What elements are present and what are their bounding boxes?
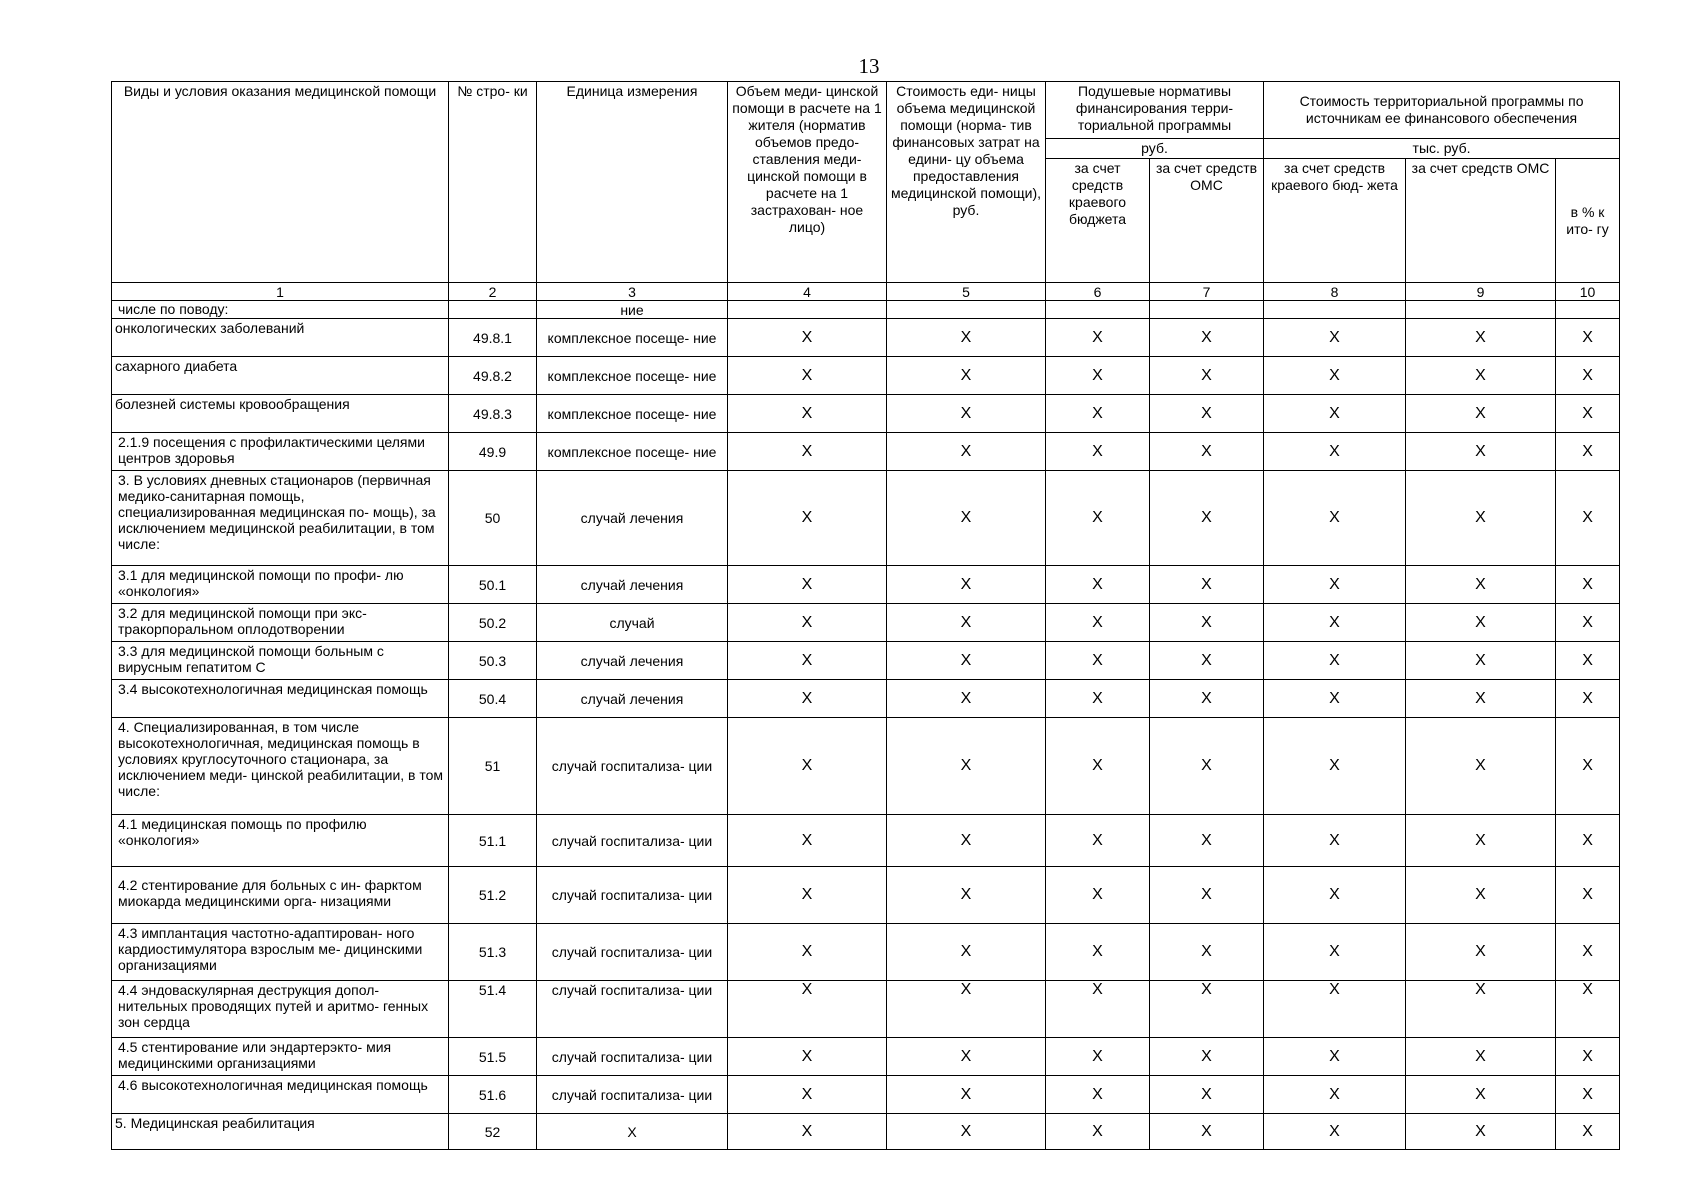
value-cell: Х [728,642,887,680]
value-cell: Х [1150,319,1264,357]
row-number: 51.6 [449,1076,537,1114]
header-oms-normative: за счет средств ОМС [1150,159,1264,283]
table-row [112,680,1620,718]
row-name: 2.1.9 посещения с профилактическими целями центров здоровья [112,433,449,471]
row-number: 51.4 [449,981,537,1038]
value-cell: Х [1264,433,1406,471]
value-cell: Х [1406,1038,1556,1076]
value-cell [1264,301,1406,319]
value-cell: Х [887,642,1046,680]
value-cell: Х [728,815,887,867]
value-cell: Х [728,395,887,433]
value-cell: Х [728,1114,887,1150]
value-cell: Х [728,924,887,981]
row-name: 3. В условиях дневных стационаров (первичная медико-санитарная помощь, специализированная медицинская по- мощь), за исключением медицинской реабилитации, в том числе: [112,471,449,566]
value-cell: Х [1556,433,1620,471]
table-row [112,301,1620,319]
value-cell: Х [1150,357,1264,395]
table-row [112,981,1620,1038]
header-regional-budget-cost: за счет средств краевого бюд- жета [1264,159,1406,283]
value-cell [887,301,1046,319]
value-cell: Х [1264,1038,1406,1076]
row-number: 50.2 [449,604,537,642]
row-unit: ние [537,301,728,319]
table-row [112,433,1620,471]
table-row [112,1076,1620,1114]
value-cell: Х [1406,1114,1556,1150]
value-cell: Х [1264,981,1406,1038]
row-number: 51 [449,718,537,815]
value-cell: Х [728,867,887,924]
row-unit: случай госпитализа- ции [537,718,728,815]
value-cell: Х [1406,604,1556,642]
value-cell: Х [1406,566,1556,604]
value-cell: Х [887,718,1046,815]
value-cell: Х [1046,1038,1150,1076]
value-cell: Х [1046,395,1150,433]
value-cell: Х [1406,395,1556,433]
value-cell: Х [1556,566,1620,604]
row-number: 50 [449,471,537,566]
value-cell: Х [1150,924,1264,981]
table-row [112,604,1620,642]
value-cell: Х [1264,718,1406,815]
row-unit: случай госпитализа- ции [537,981,728,1038]
value-cell: Х [887,680,1046,718]
value-cell: Х [728,981,887,1038]
value-cell: Х [1046,319,1150,357]
table-row [112,319,1620,357]
value-cell: Х [1406,319,1556,357]
value-cell: Х [1264,924,1406,981]
value-cell: Х [1150,1114,1264,1150]
value-cell: Х [1150,604,1264,642]
value-cell: Х [728,604,887,642]
row-unit: комплексное посеще- ние [537,433,728,471]
value-cell: Х [1556,718,1620,815]
value-cell: Х [1556,471,1620,566]
value-cell: Х [1046,471,1150,566]
value-cell: Х [887,566,1046,604]
table-row [112,357,1620,395]
row-unit: случай [537,604,728,642]
row-unit: комплексное посеще- ние [537,357,728,395]
row-unit: случай лечения [537,680,728,718]
value-cell: Х [1556,1076,1620,1114]
value-cell: Х [887,867,1046,924]
value-cell: Х [1406,642,1556,680]
value-cell [1406,301,1556,319]
header-oms-cost: за счет средств ОМС [1406,159,1556,283]
row-number: 49.8.2 [449,357,537,395]
column-number: 3 [537,283,728,301]
value-cell: Х [887,815,1046,867]
value-cell: Х [1556,867,1620,924]
row-number: 51.1 [449,815,537,867]
row-number: 51.5 [449,1038,537,1076]
value-cell: Х [1406,718,1556,815]
value-cell: Х [728,566,887,604]
value-cell: Х [1046,433,1150,471]
value-cell [1150,301,1264,319]
row-number: 50.1 [449,566,537,604]
value-cell: Х [1406,471,1556,566]
table-row [112,471,1620,566]
value-cell: Х [1150,471,1264,566]
column-number: 10 [1556,283,1620,301]
value-cell: Х [1150,642,1264,680]
row-name: 3.2 для медицинской помощи при экс- тракорпоральном оплодотворении [112,604,449,642]
value-cell: Х [728,680,887,718]
value-cell: Х [887,1076,1046,1114]
row-number: 52 [449,1114,537,1150]
value-cell: Х [1556,924,1620,981]
value-cell: Х [728,357,887,395]
value-cell: Х [1046,566,1150,604]
row-name: 4.2 стентирование для больных с ин- фарктом миокарда медицинскими орга- низациями [112,867,449,924]
value-cell: Х [1046,924,1150,981]
row-number: 51.3 [449,924,537,981]
value-cell: Х [1264,1114,1406,1150]
row-name: 4. Специализированная, в том числе высокотехнологичная, медицинская помощь в условиях круглосуточного стационара, за исключением меди- цинской реабилитации, в том числе: [112,718,449,815]
header-percent-of-total: в % к ито- гу [1556,159,1620,283]
row-name: 4.3 имплантация частотно-адаптирован- ного кардиостимулятора взрослым ме- дицинскими организациями [112,924,449,981]
value-cell: Х [1264,395,1406,433]
row-unit: Х [537,1114,728,1150]
value-cell: Х [1264,471,1406,566]
table-row [112,718,1620,815]
row-name: болезней системы кровообращения [112,395,449,433]
column-number: 5 [887,283,1046,301]
value-cell: Х [887,395,1046,433]
value-cell: Х [1046,981,1150,1038]
value-cell [1556,301,1620,319]
value-cell: Х [1556,1114,1620,1150]
value-cell: Х [1556,981,1620,1038]
value-cell: Х [728,319,887,357]
row-unit: случай госпитализа- ции [537,924,728,981]
value-cell: Х [1046,604,1150,642]
header-regional-budget-normative: за счет средств краевого бюджета [1046,159,1150,283]
value-cell: Х [1264,1076,1406,1114]
row-unit: комплексное посеще- ние [537,395,728,433]
value-cell: Х [1046,1114,1150,1150]
header-unit: Единица измерения [537,82,728,283]
column-number: 2 [449,283,537,301]
value-cell: Х [887,357,1046,395]
value-cell: Х [887,319,1046,357]
value-cell: Х [728,471,887,566]
column-number: 4 [728,283,887,301]
value-cell: Х [1150,867,1264,924]
value-cell: Х [1046,815,1150,867]
value-cell: Х [728,1038,887,1076]
value-cell: Х [1264,566,1406,604]
row-number: 49.9 [449,433,537,471]
row-unit: комплексное посеще- ние [537,319,728,357]
value-cell: Х [1264,604,1406,642]
table-row [112,566,1620,604]
value-cell: Х [1150,1038,1264,1076]
table-row [112,642,1620,680]
value-cell: Х [1046,718,1150,815]
value-cell: Х [887,1038,1046,1076]
program-cost-table [111,81,1620,1150]
header-volume-per-resident: Объем меди- цинской помощи в расчете на 1 жителя (норматив объемов предо- ставления меди- цинской помощи в расчете на 1 застрахован- ное лицо) [728,82,887,283]
row-name: 3.4 высокотехнологичная медицинская помощь [112,680,449,718]
value-cell: Х [1264,357,1406,395]
value-cell: Х [1556,357,1620,395]
value-cell: Х [1264,680,1406,718]
row-name: 4.4 эндоваскулярная деструкция допол- нительных проводящих путей и аритмо- генных зон сердца [112,981,449,1038]
row-name: 5. Медицинская реабилитация [112,1114,449,1150]
row-number: 51.2 [449,867,537,924]
value-cell: Х [1264,642,1406,680]
table-row [112,395,1620,433]
row-number: 50.3 [449,642,537,680]
value-cell: Х [887,981,1046,1038]
row-unit: случай лечения [537,642,728,680]
value-cell: Х [1556,1038,1620,1076]
value-cell: Х [1150,395,1264,433]
column-number: 8 [1264,283,1406,301]
header-kinds-of-care: Виды и условия оказания медицинской помощи [112,82,449,283]
value-cell: Х [1556,680,1620,718]
page-number: 13 [858,54,880,78]
value-cell: Х [1406,357,1556,395]
value-cell: Х [728,718,887,815]
value-cell: Х [728,1076,887,1114]
value-cell: Х [887,433,1046,471]
table-row [112,867,1620,924]
value-cell: Х [1264,867,1406,924]
row-name: сахарного диабета [112,357,449,395]
value-cell: Х [1150,680,1264,718]
column-number: 1 [112,283,449,301]
value-cell: Х [1150,981,1264,1038]
row-number: 50.4 [449,680,537,718]
column-number: 6 [1046,283,1150,301]
value-cell: Х [1046,867,1150,924]
value-cell: Х [1406,433,1556,471]
value-cell [728,301,887,319]
column-number: 9 [1406,283,1556,301]
value-cell: Х [1556,395,1620,433]
value-cell: Х [1046,1076,1150,1114]
table-row [112,815,1620,867]
row-number: 49.8.1 [449,319,537,357]
row-number: 49.8.3 [449,395,537,433]
value-cell: Х [1264,815,1406,867]
value-cell: Х [1406,867,1556,924]
row-name: числе по поводу: [112,301,449,319]
value-cell: Х [887,604,1046,642]
value-cell: Х [1264,319,1406,357]
value-cell: Х [887,471,1046,566]
value-cell [1046,301,1150,319]
table-row [112,1114,1620,1150]
value-cell: Х [1150,433,1264,471]
value-cell: Х [1556,642,1620,680]
row-name: 4.5 стентирование или эндартерэкто- мия медицинскими организациями [112,1038,449,1076]
row-name: 4.1 медицинская помощь по профилю «онкология» [112,815,449,867]
value-cell: Х [728,433,887,471]
row-name: 3.3 для медицинской помощи больным с вирусным гепатитом С [112,642,449,680]
row-unit: случай госпитализа- ции [537,1076,728,1114]
header-normatives-unit: руб. [1046,139,1264,159]
value-cell: Х [1150,815,1264,867]
value-cell: Х [1406,1076,1556,1114]
value-cell: Х [1150,718,1264,815]
row-unit: случай госпитализа- ции [537,815,728,867]
header-per-capita-normatives: Подушевые нормативы финансирования терри- ториальной программы [1046,82,1264,139]
value-cell: Х [1556,319,1620,357]
row-unit: случай лечения [537,566,728,604]
row-unit: случай лечения [537,471,728,566]
row-unit: случай госпитализа- ции [537,867,728,924]
value-cell: Х [1150,566,1264,604]
value-cell: Х [1046,680,1150,718]
value-cell: Х [1406,924,1556,981]
value-cell: Х [1046,357,1150,395]
value-cell: Х [1556,815,1620,867]
value-cell: Х [887,1114,1046,1150]
header-unit-cost: Стоимость еди- ницы объема медицинской помощи (норма- тив финансовых затрат на едини- цу объема предоставления медицинской помощи), руб. [887,82,1046,283]
value-cell: Х [1406,981,1556,1038]
header-cost-unit: тыс. руб. [1264,139,1620,159]
column-number: 7 [1150,283,1264,301]
row-unit: случай госпитализа- ции [537,1038,728,1076]
value-cell: Х [1046,642,1150,680]
header-row-number: № стро- ки [449,82,537,283]
value-cell: Х [887,924,1046,981]
value-cell: Х [1556,604,1620,642]
value-cell: Х [1406,680,1556,718]
header-program-cost: Стоимость территориальной программы по источникам ее финансового обеспечения [1264,82,1620,139]
table-row [112,924,1620,981]
row-number [449,301,537,319]
value-cell: Х [1150,1076,1264,1114]
row-name: 4.6 высокотехнологичная медицинская помощь [112,1076,449,1114]
row-name: онкологических заболеваний [112,319,449,357]
row-name: 3.1 для медицинской помощи по профи- лю «онкология» [112,566,449,604]
table-row [112,1038,1620,1076]
value-cell: Х [1406,815,1556,867]
